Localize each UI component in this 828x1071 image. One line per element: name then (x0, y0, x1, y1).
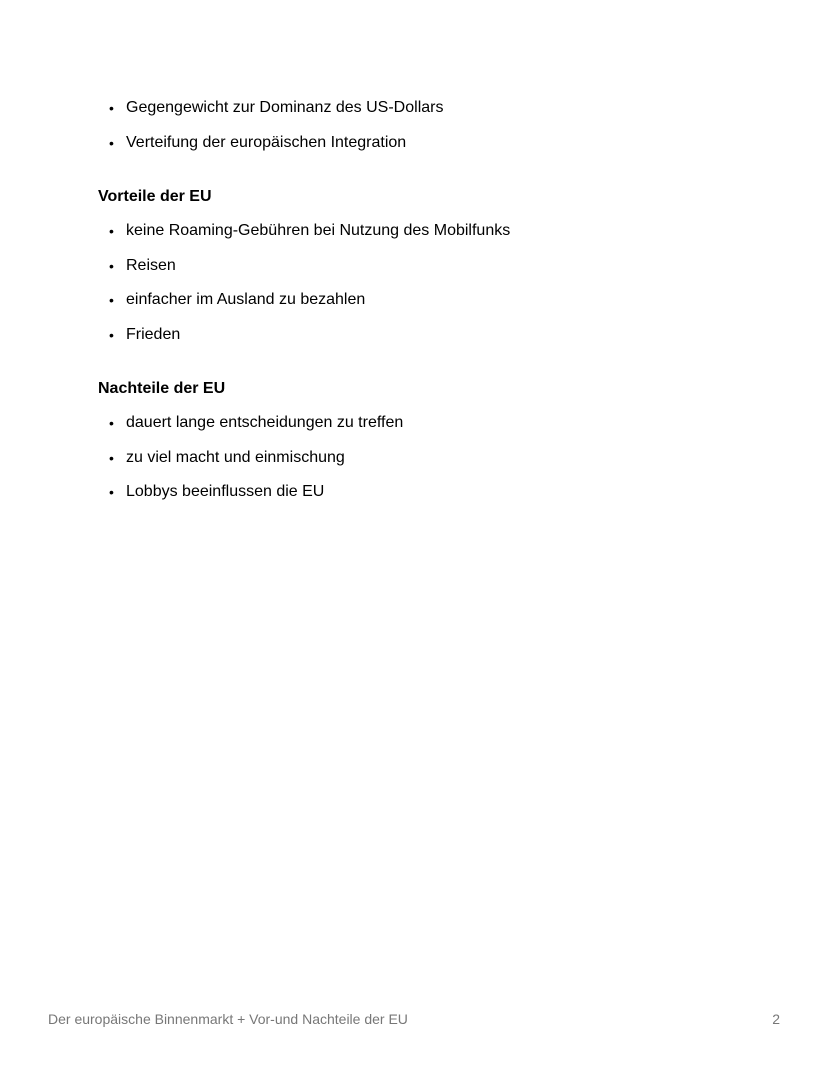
list-item (98, 288, 778, 312)
bullet-icon: • (109, 292, 114, 308)
disadvantages-heading: Nachteile der EU (98, 380, 226, 397)
bullet-icon: • (109, 134, 114, 151)
disadvantages-bullet-list (98, 411, 778, 504)
list-item-text: Reisen (126, 256, 176, 274)
advantages-bullet-list (98, 219, 778, 347)
list-item (98, 323, 778, 347)
bullet-icon: • (109, 449, 114, 466)
list-item-text: einfacher im Ausland zu bezahlen (126, 291, 366, 308)
list-item-text: Frieden (126, 325, 181, 343)
list-item-text: Gegengewicht zur Dominanz des US-Dollars (126, 99, 444, 116)
list-item-text: dauert lange entscheidungen zu treffen (126, 414, 404, 431)
list-item (98, 219, 778, 243)
list-item-text: Verteifung der europäischen Integration (126, 133, 407, 151)
bullet-icon: • (109, 484, 114, 500)
list-item (98, 411, 778, 435)
list-item-text: zu viel macht und einmischung (126, 448, 345, 466)
advantages-heading: Vorteile der EU (98, 188, 212, 205)
list-item (98, 446, 778, 470)
footer-title: Der europäische Binnenmarkt + Vor-und Nachteile der EU (48, 1011, 408, 1027)
bullet-icon: • (109, 100, 114, 116)
document-body (98, 96, 778, 515)
bullet-icon: • (109, 326, 114, 343)
list-item-text: Lobbys beeinflussen die EU (126, 483, 325, 500)
list-item-text: keine Roaming-Gebühren bei Nutzung des Mobilfunks (126, 222, 511, 239)
bullet-icon: • (109, 223, 114, 239)
page-number: 2 (772, 1011, 780, 1027)
bullet-icon: • (109, 257, 114, 274)
bullet-icon: • (109, 415, 114, 431)
intro-bullet-list (98, 96, 778, 155)
list-item (98, 254, 778, 278)
list-item (98, 480, 778, 504)
list-item (98, 96, 778, 120)
list-item (98, 131, 778, 155)
